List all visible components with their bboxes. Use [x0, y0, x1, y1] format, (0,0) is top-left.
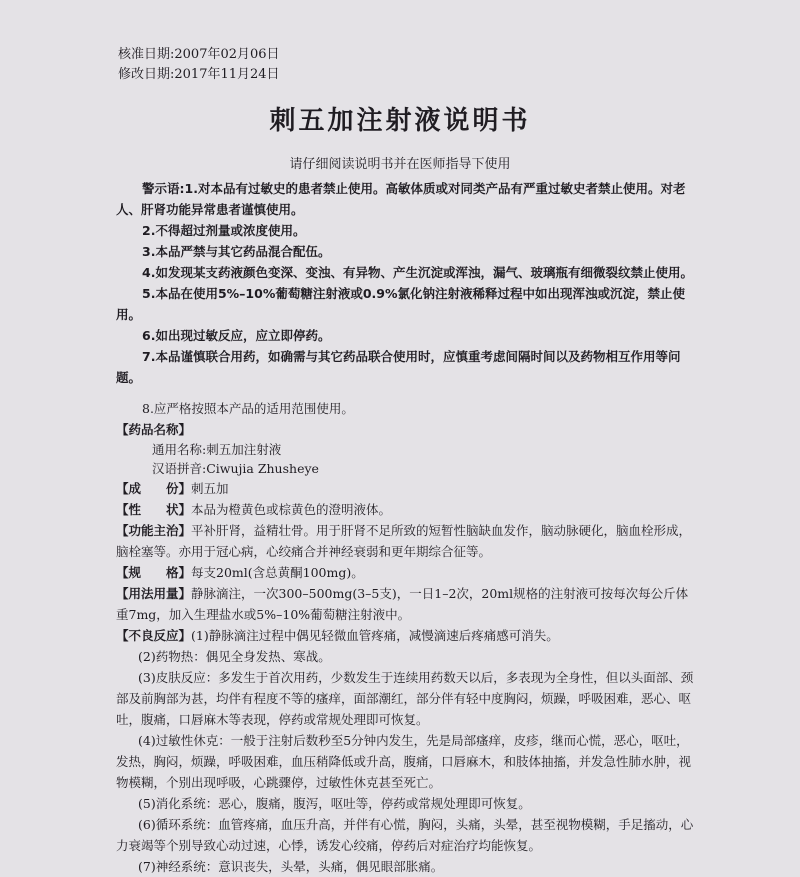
adverse-header: 【不良反应】 [116, 628, 192, 643]
adverse-item: (6)循环系统：血管疼痛，血压升高，并伴有心慌，胸闷，头痛，头晕，甚至视物模糊，手足搐动，心力衰竭等个别导致心动过速，心悸，诱发心绞痛，停药后对症治疗均能恢复。 [116, 817, 694, 853]
document-subtitle: 请仔细阅读说明书并在医师指导下使用 [289, 157, 511, 172]
properties-header: 【性 状】 [116, 502, 192, 517]
spec-section [116, 562, 696, 583]
adverse-item: (5)消化系统：恶心，腹痛，腹泻，呕吐等，停药或常规处理即可恢复。 [138, 796, 531, 811]
usage-text: 静脉滴注，一次300–500mg(3–5支)，一日1–2次，20ml规格的注射液可按每次每公斤体重7mg，加入生理盐水或5%–10%葡萄糖注射液中。 [116, 586, 689, 622]
document-body [116, 178, 696, 877]
indications-header: 【功能主治】 [116, 523, 192, 538]
revision-date: 修改日期:2017年11月24日 [118, 67, 280, 82]
usage-section [116, 583, 696, 625]
warning-item: 6.如出现过敏反应，应立即停药。 [142, 328, 331, 343]
adverse-item: (4)过敏性休克：一般于注射后数秒至5分钟内发生，先是局部瘙痒，皮疹，继而心慌，恶心，呕吐，发热，胸闷，烦躁，呼吸困难，血压稍降低或升高，腹痛，口唇麻木，和肢体抽搐，并发急性肺水肿，视物模糊，个别出现呼吸，心跳骤停，过敏性休克甚至死亡。 [116, 733, 692, 790]
usage-header: 【用法用量】 [116, 586, 192, 601]
composition-text: 刺五加 [191, 481, 229, 496]
warning-item: 3.本品严禁与其它药品混合配伍。 [142, 244, 331, 259]
indications-section [116, 520, 696, 562]
spec-text: 每支20ml(含总黄酮100mg)。 [191, 565, 364, 580]
drug-name-header: 【药品名称】 [116, 422, 192, 437]
warning-item: 2.不得超过剂量或浓度使用。 [142, 223, 306, 238]
generic-name: 通用名称:刺五加注射液 [152, 442, 282, 457]
adverse-item: (2)药物热：偶见全身发热、寒战。 [138, 649, 331, 664]
spec-header: 【规 格】 [116, 565, 192, 580]
indications-text: 平补肝肾，益精壮骨。用于肝肾不足所致的短暂性脑缺血发作，脑动脉硬化，脑血栓形成，脑栓塞等。亦用于冠心病，心绞痛合并神经衰弱和更年期综合征等。 [116, 523, 692, 559]
warning-item: 4.如发现某支药液颜色变深、变浊、有异物、产生沉淀或浑浊，漏气、玻璃瓶有细微裂纹禁止使用。 [142, 265, 693, 280]
warnings-block [116, 178, 696, 419]
properties-text: 本品为橙黄色或棕黄色的澄明液体。 [191, 502, 392, 517]
warning-item: 5.本品在使用5%–10%葡萄糖注射液或0.9%氯化钠注射液稀释过程中如出现浑浊或沉淀，禁止使用。 [116, 286, 686, 322]
adverse-item: (7)神经系统：意识丧失，头晕，头痛，偶见眼部胀痛。 [138, 859, 444, 874]
adverse-item: (3)皮肤反应：多发生于首次用药，少数发生于连续用药数天以后，多表现为全身性，但以头面部、颈部及前胸部为甚，均伴有程度不等的瘙痒，面部潮红，部分伴有轻中度胸闷，烦躁，呼吸困难，恶心、呕吐，腹痛，口唇麻木等表现，停药或常规处理即可恢复。 [116, 670, 694, 727]
properties-section [116, 499, 696, 520]
composition-section [116, 478, 696, 499]
warning-item: 7.本品谨慎联合用药，如确需与其它药品联合使用时，应慎重考虑间隔时间以及药物相互作用等问题。 [116, 349, 681, 385]
composition-header: 【成 份】 [116, 481, 192, 496]
adverse-section [116, 625, 696, 646]
warning-item: 8.应严格按照本产品的适用范围使用。 [142, 401, 354, 416]
warning-item: 警示语:1.对本品有过敏史的患者禁止使用。高敏体质或对同类产品有严重过敏史者禁止使用。对老人、肝肾功能异常患者谨慎使用。 [116, 181, 686, 217]
pinyin-name: 汉语拼音:Ciwujia Zhusheye [152, 461, 319, 476]
adverse-item: (1)静脉滴注过程中偶见轻微血管疼痛，减慢滴速后疼痛感可消失。 [191, 628, 559, 643]
document-title: 刺五加注射液说明书 [269, 106, 531, 136]
approval-date: 核准日期:2007年02月06日 [118, 47, 280, 62]
